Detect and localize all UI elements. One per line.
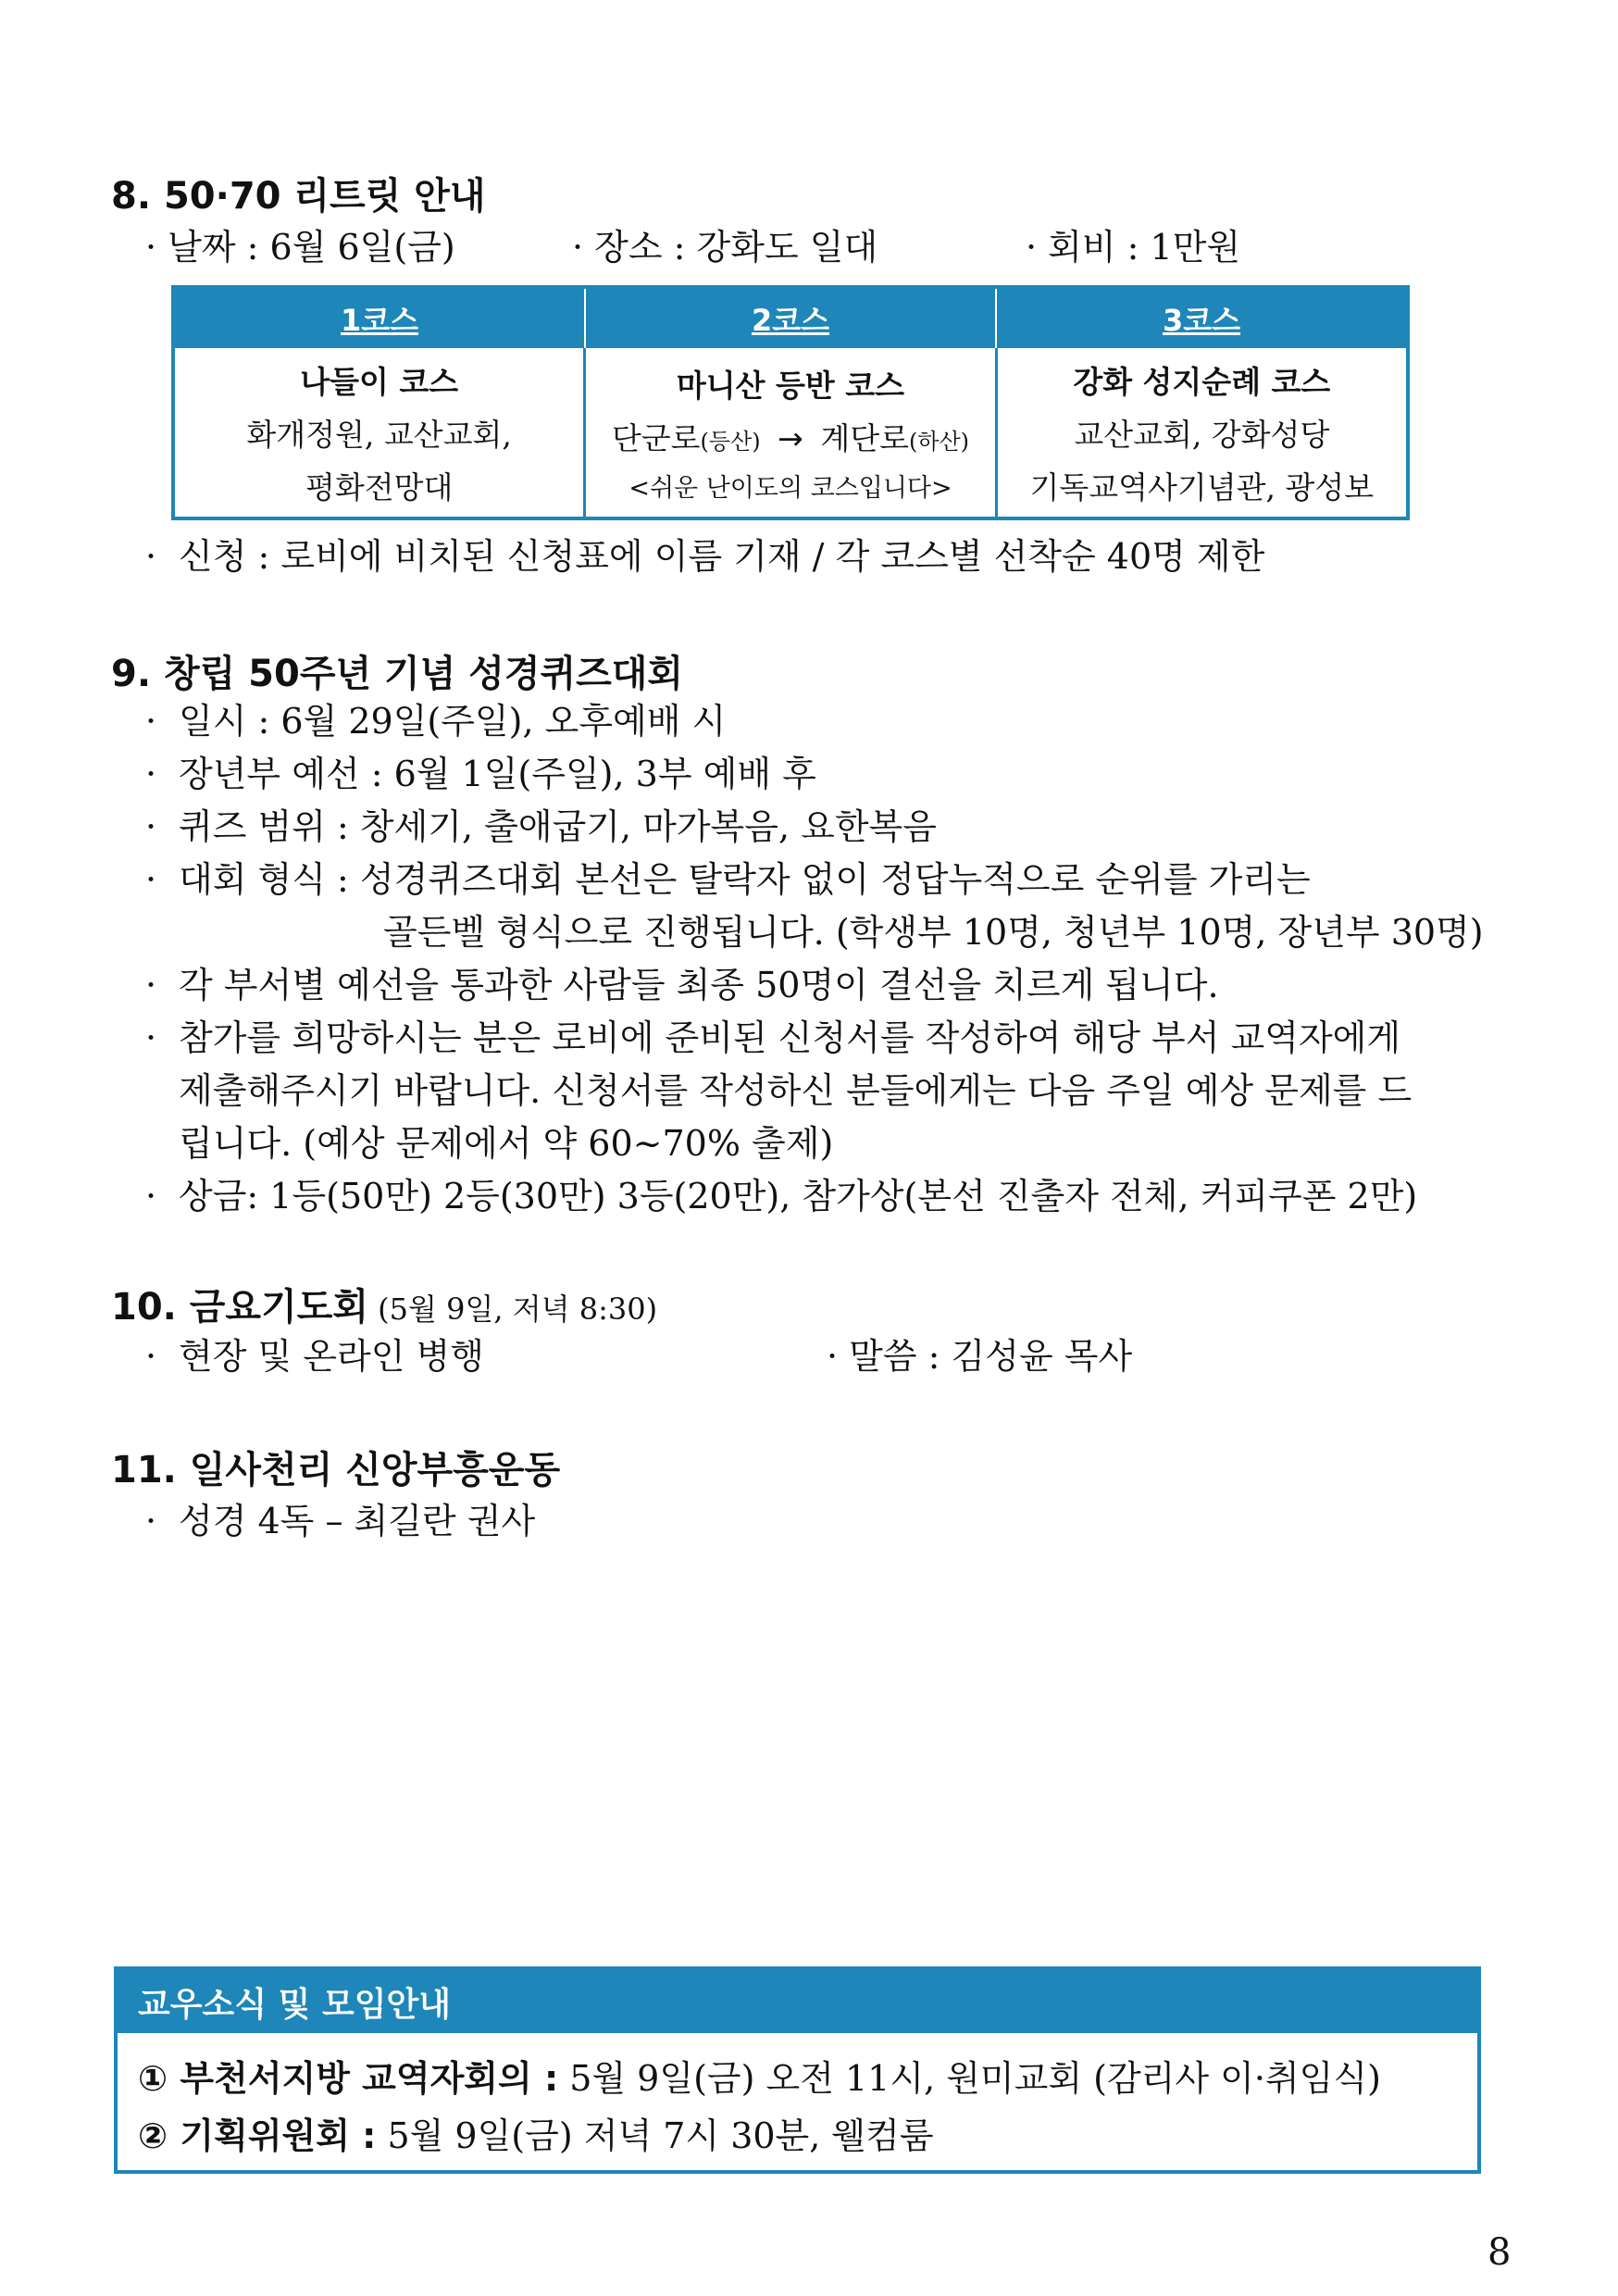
news-item-label: ① 부천서지방 교역자회의 : [138, 2058, 559, 2099]
retreat-apply-text: 신청 : 로비에 비치된 신청표에 이름 기재 / 각 코스별 선착순 40명 제한 [179, 536, 1265, 577]
course-1-name: 나들이 코스 [300, 363, 459, 400]
course-1-line1: 화개정원, 교산교회, [246, 416, 512, 453]
route-up-note: (등산) [700, 428, 761, 455]
news-item-text: 5월 9일(금) 오전 11시, 원미교회 (감리사 이·취임식) [558, 2058, 1381, 2099]
route-down-note: (하산) [908, 428, 970, 455]
course-1-line2: 평화전망대 [305, 468, 454, 505]
bullet-icon: · [145, 1176, 157, 1217]
section-9-title: 9. 창립 50주년 기념 성경퀴즈대회 [111, 653, 684, 695]
course-3-cell [998, 348, 1406, 517]
section-10-subtitle: (5월 9일, 저녁 8:30) [368, 1292, 658, 1327]
section-8-title: 8. 50·70 리트릿 안내 [111, 175, 486, 218]
news-item-text: 5월 9일(금) 저녁 7시 30분, 웰컴룸 [376, 2115, 934, 2156]
bullet-icon: · [145, 859, 157, 900]
course-1-header: 1코스 [175, 289, 586, 348]
course-3-header: 3코스 [1162, 303, 1241, 338]
course-2-cell [586, 348, 997, 517]
section-10-title [111, 1278, 657, 1330]
route-down: 계단로 [820, 419, 909, 456]
news-item [138, 2050, 1381, 2101]
course-table [171, 285, 1410, 520]
course-3-name: 강화 성지순례 코스 [1073, 363, 1331, 400]
bullet-icon: · [145, 1501, 157, 1541]
course-2-name: 마니산 등반 코스 [676, 367, 905, 404]
section-10-title-text: 10. 금요기도회 [111, 1286, 368, 1329]
course-2-route [612, 415, 969, 458]
news-box [114, 1966, 1481, 2174]
retreat-date: · 날짜 : 6월 6일(금) [145, 227, 455, 268]
news-item-label: ② 기획위원회 : [138, 2115, 377, 2156]
bullet-icon: · [145, 965, 157, 1005]
course-1-cell [175, 348, 586, 517]
bullet-icon: · [145, 1017, 157, 1058]
route-up: 단군로 [611, 419, 701, 456]
bullet-icon: · [145, 536, 157, 577]
course-2-header: 2코스 [586, 289, 997, 348]
course-2-note: <쉬운 난이도의 코스입니다> [629, 473, 952, 503]
retreat-fee: · 회비 : 1만원 [1026, 227, 1241, 268]
prayer-preacher: · 말씀 : 김성윤 목사 [827, 1336, 1133, 1377]
bullet-icon: · [145, 754, 157, 794]
course-3-line1: 교산교회, 강화성당 [1074, 416, 1330, 453]
bullet-icon: · [145, 701, 157, 742]
news-item [138, 2107, 934, 2158]
section-11-title: 11. 일사천리 신앙부흥운동 [111, 1449, 561, 1491]
course-table-body [175, 348, 1406, 517]
arrow-right-icon: → [778, 419, 803, 456]
page-number: 8 [1487, 2231, 1512, 2274]
bullet-icon: · [145, 806, 157, 847]
course-table-header [175, 289, 1406, 348]
bullet-icon: · [145, 1336, 157, 1377]
news-box-title: 교우소식 및 모임안내 [118, 1970, 1477, 2033]
retreat-place: · 장소 : 강화도 일대 [572, 227, 878, 268]
course-3-line2: 기독교역사기념관, 광성보 [1029, 468, 1375, 505]
